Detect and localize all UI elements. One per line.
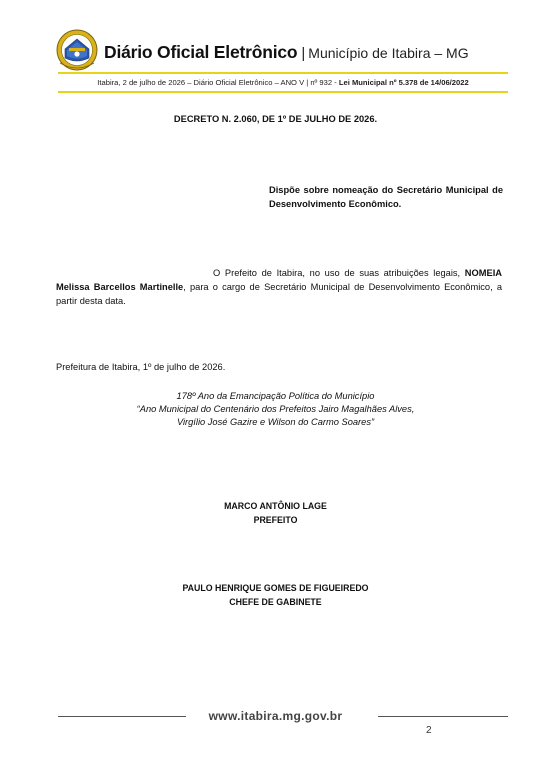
- footer-website-link[interactable]: www.itabira.mg.gov.br: [208, 709, 343, 723]
- signatory-role: PREFEITO: [253, 515, 298, 525]
- paragraph-rest: , para o cargo de Secretário Municipal de Desenvolvimento Econômico, a partir desta data.: [56, 282, 503, 307]
- edition-info: Itabira, 2 de julho de 2026 – Diário Oficial Eletrônico – ANO V | nº 932 -: [97, 78, 339, 87]
- title-separator: |: [301, 45, 306, 62]
- commemoration-line-1: 178º Ano da Emancipação Política do Município: [176, 391, 375, 401]
- place-date: Prefeitura de Itabira, 1º de julho de 2026.: [56, 362, 226, 372]
- header-top-rule: [58, 72, 508, 74]
- gazette-name: Diário Oficial Eletrônico: [104, 42, 298, 62]
- footer-rule-right: [378, 716, 508, 717]
- paragraph-opening: O Prefeito de Itabira, no uso de suas atribuições legais,: [213, 268, 465, 278]
- decree-paragraph: [56, 266, 502, 309]
- signatory-role: CHEFE DE GABINETE: [229, 597, 322, 607]
- page-number: 2: [426, 725, 432, 736]
- nominee-name: NOMEIA Melissa Barcellos Martinelle: [56, 268, 502, 293]
- signature-chief-of-staff: [0, 581, 551, 609]
- commemoration-block: [0, 390, 551, 429]
- municipal-seal-icon: [56, 29, 98, 71]
- signature-mayor: [0, 499, 551, 527]
- law-reference: Lei Municipal nº 5.378 de 14/06/2022: [338, 78, 469, 87]
- decree-heading: DECRETO N. 2.060, DE 1º DE JULHO DE 2026.: [173, 114, 378, 124]
- edition-line: [58, 78, 508, 87]
- decree-ementa: Dispõe sobre nomeação do Secretário Municipal de Desenvolvimento Econômico.: [269, 185, 503, 209]
- gazette-title: [104, 42, 469, 63]
- gazette-municipality: Município de Itabira – MG: [308, 45, 469, 61]
- signatory-name: MARCO ANTÔNIO LAGE: [224, 501, 327, 511]
- header-bottom-rule: [58, 91, 508, 93]
- commemoration-line-2: “Ano Municipal do Centenário dos Prefeitos Jairo Magalhães Alves,: [136, 404, 415, 414]
- signatory-name: PAULO HENRIQUE GOMES DE FIGUEIREDO: [182, 583, 369, 593]
- commemoration-line-3: Virgílio José Gazire e Wilson do Carmo Soares”: [176, 417, 375, 427]
